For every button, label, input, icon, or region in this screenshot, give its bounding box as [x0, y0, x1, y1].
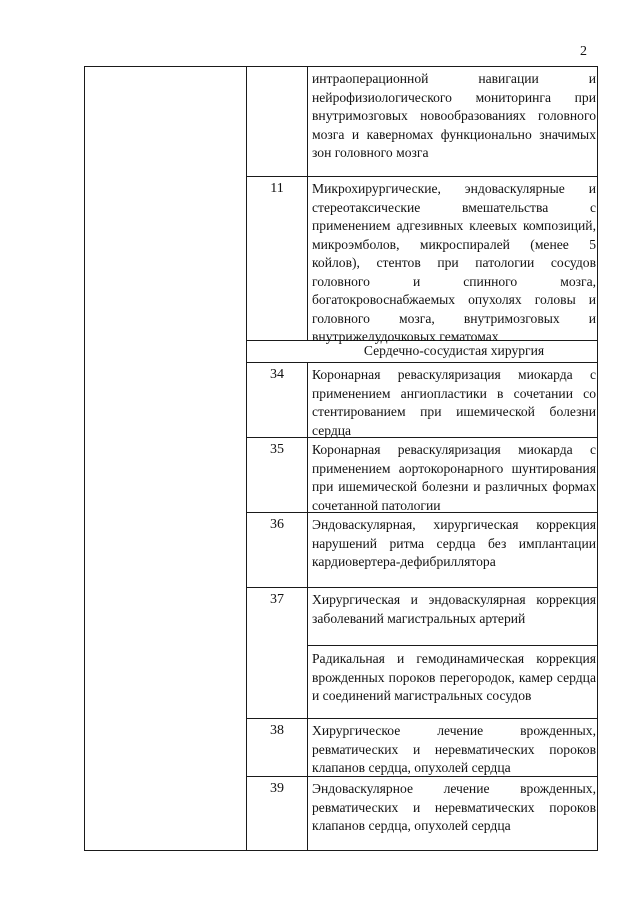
row-number: 37	[270, 592, 284, 607]
row-separator	[246, 176, 598, 177]
table-left-border	[84, 66, 85, 850]
row-separator	[307, 645, 598, 646]
row-number: 35	[270, 442, 284, 457]
table-cell-text: Коронарная реваскуляризация миокарда с применением ангиопластики в сочетании со стентированием при ишемической болезни сердца	[312, 367, 596, 438]
column-divider-2	[307, 66, 308, 340]
page-number: 2	[580, 44, 587, 59]
row-number: 11	[270, 181, 284, 196]
table-cell-text: Хирургическое лечение врожденных, ревматических и неревматических пороков клапанов сердца, опухолей сердца	[312, 723, 596, 775]
table-bottom-border	[84, 850, 598, 851]
row-separator	[246, 362, 598, 363]
table-top-border	[84, 66, 598, 67]
table-cell-text: Радикальная и гемодинамическая коррекция врожденных пороков перегородок, камер сердца и соединений магистральных сосудов	[312, 651, 596, 703]
row-number: 34	[270, 367, 284, 382]
table-cell-text: Эндоваскулярное лечение врожденных, ревматических и неревматических пороков клапанов сердца, опухолей сердца	[312, 781, 596, 833]
row-separator	[246, 718, 598, 719]
row-number: 38	[270, 723, 284, 738]
section-heading: Сердечно-сосудистая хирургия	[363, 343, 545, 358]
row-separator	[246, 587, 598, 588]
table-cell-text: интраоперационной навигации и нейрофизиологического мониторинга при внутримозговых новообразованиях головного мозга и каверномах функционально значимых зон головного мозга	[312, 71, 596, 160]
table-cell-text: Хирургическая и эндоваскулярная коррекция заболеваний магистральных артерий	[312, 592, 596, 626]
row-number: 39	[270, 781, 284, 796]
table-cell-text: Коронарная реваскуляризация миокарда с применением аортокоронарного шунтирования при ишемической болезни и различных формах сочетанной патологии	[312, 442, 596, 513]
table-cell-text: Микрохирургические, эндоваскулярные и стереотаксические вмешательства с применением адгезивных клеевых композиций, микроэмболов, микроспиралей (менее 5 койлов), стентов при патологии сосудов головного и спинного мозга, богатокровоснабжаемых опухолях головы и головного мозга, внутримозговых и внутрижелудочковых гематомах	[312, 181, 596, 344]
table-right-border	[597, 66, 598, 850]
row-number: 36	[270, 517, 284, 532]
table-cell-text: Эндоваскулярная, хирургическая коррекция нарушений ритма сердца без имплантации кардиовертера-дефибриллятора	[312, 517, 596, 569]
